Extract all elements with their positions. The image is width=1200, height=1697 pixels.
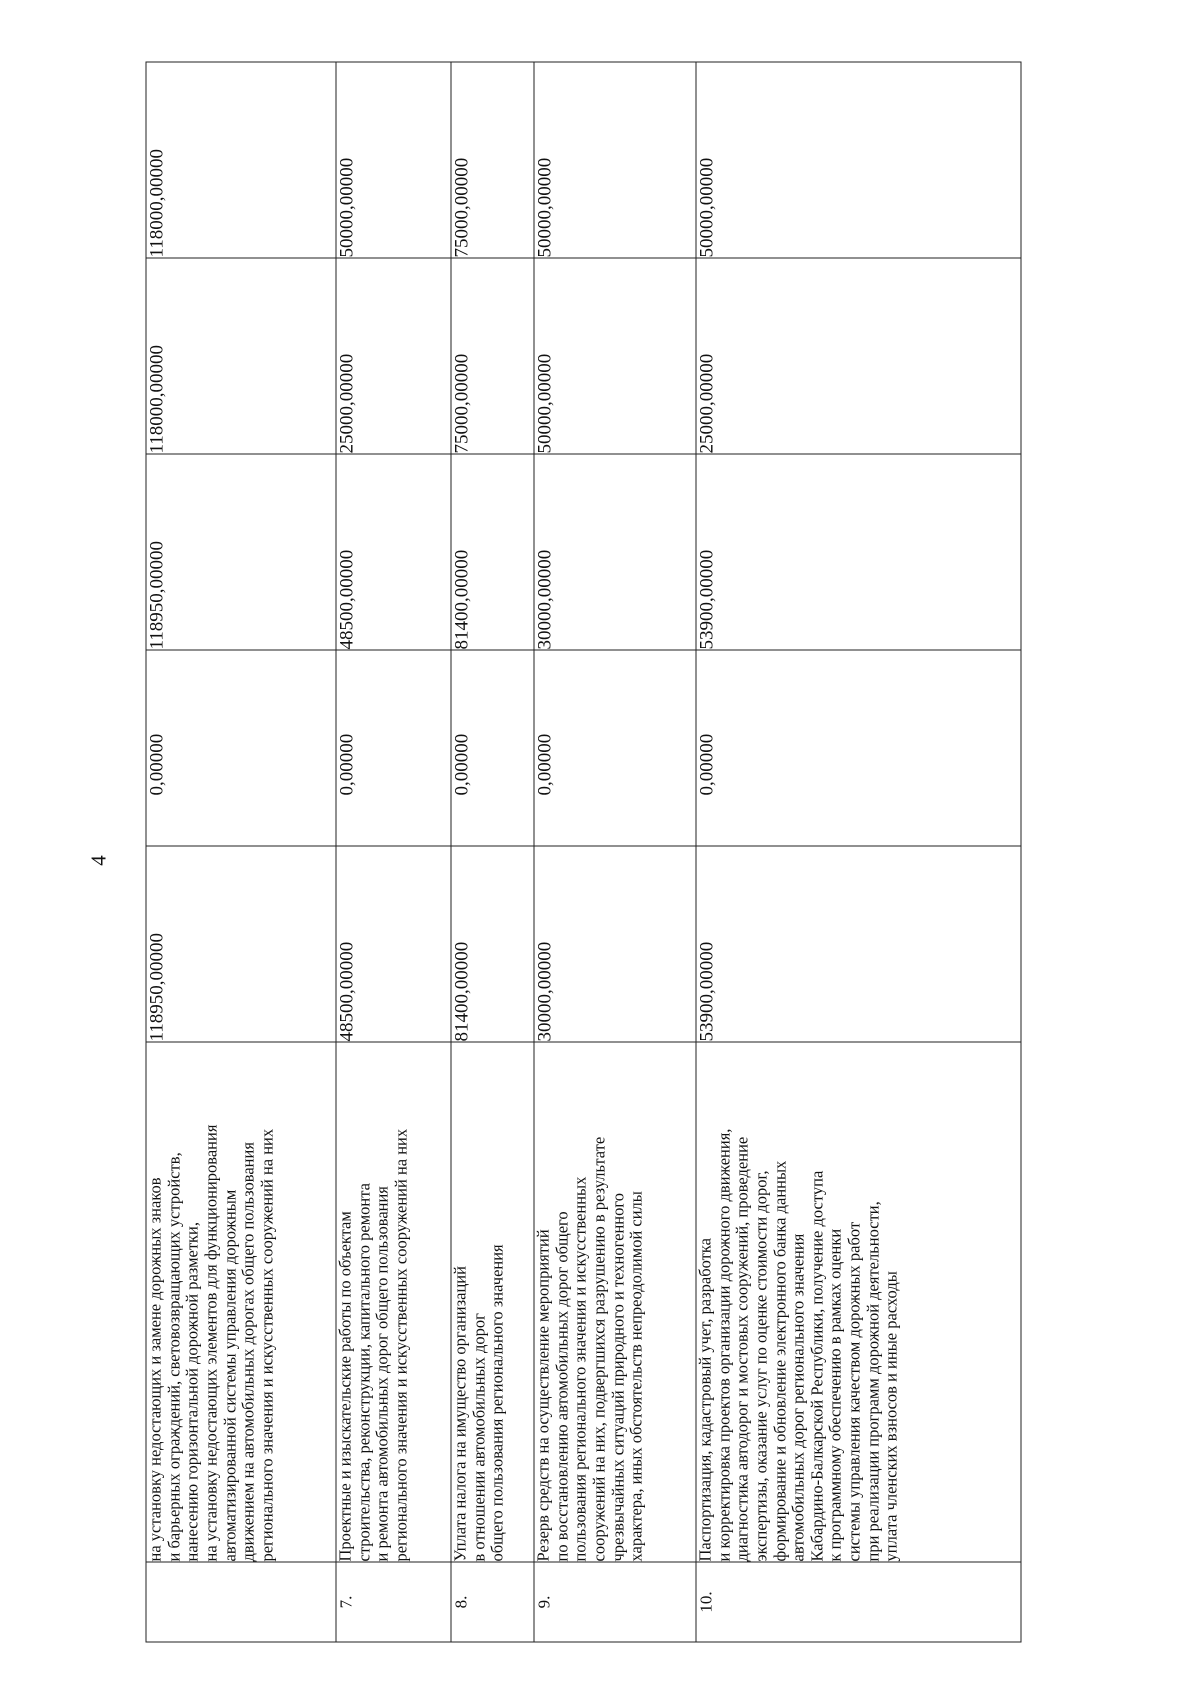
table-row [146,62,336,1642]
description-line: на установку недостающих элементов для функционирования [200,1124,220,1561]
table-row [451,62,534,1642]
amount-cell: 118950,00000 [146,454,336,650]
amount-cell: 25000,00000 [336,258,451,454]
description-line: сооружений на них, подвергшихся разрушению в результате [588,1136,608,1561]
amount-cell: 118950,00000 [146,846,336,1042]
description-line: автоматизированной системы управления дорожным [219,1189,239,1561]
amount-cell: 30000,00000 [534,846,696,1042]
row-number: 10. [696,1562,1021,1642]
amount-cell: 75000,00000 [451,62,534,258]
description-line: характера, иных обстоятельств непреодолимой силы [626,1190,646,1561]
amount-cell: 53900,00000 [696,846,1021,1042]
amount-cell: 0,00000 [146,650,336,846]
row-description [534,1042,696,1562]
table-row [534,62,696,1642]
amount-cell: 75000,00000 [451,258,534,454]
description-line: и барьерных ограждений, световозвращающих устройств, [163,1151,183,1561]
description-line: нанесению горизонтальной дорожной разметки, [182,1221,202,1561]
description-line: к программному обеспечению в рамках оценки [825,1228,845,1561]
amount-cell: 81400,00000 [451,846,534,1042]
amount-cell: 50000,00000 [534,258,696,454]
amount-cell: 30000,00000 [534,454,696,650]
description-line: в отношении автомобильных дорог [468,1312,488,1561]
row-description [146,1042,336,1562]
amount-cell: 81400,00000 [451,454,534,650]
amount-cell: 0,00000 [696,650,1021,846]
description-line: и корректировка проектов организации дорожного движения, [713,1128,733,1561]
page-number: 4 [86,855,111,866]
row-number: 8. [451,1562,534,1642]
description-line: чрезвычайных ситуаций природного и техногенного [607,1192,627,1561]
description-line: диагностика автодорог и мостовых сооружений, проведение [732,1136,752,1561]
description-line: системы управления качеством дорожных работ [844,1221,864,1561]
amount-cell: 118000,00000 [146,62,336,258]
row-description [451,1042,534,1562]
row-number [146,1562,336,1642]
table-row [696,62,1021,1642]
amount-cell: 48500,00000 [336,454,451,650]
description-line: и ремонта автомобильных дорог общего пользования [372,1185,392,1561]
description-line: уплата членских взносов и иные расходы [881,1270,901,1561]
description-line: Резерв средств на осуществление мероприятий [533,1228,552,1561]
amount-cell: 118000,00000 [146,258,336,454]
amount-cell: 53900,00000 [696,454,1021,650]
description-line: движением на автомобильных дорогах общего пользования [238,1141,258,1561]
rotated-table-container [145,62,1020,1642]
amount-cell: 50000,00000 [696,62,1021,258]
description-line: пользования регионального значения и искусственных [570,1176,590,1561]
amount-cell: 0,00000 [336,650,451,846]
description-line: регионального значения и искусственных сооружений на них [390,1128,410,1561]
amount-cell: 50000,00000 [336,62,451,258]
row-description [696,1042,1021,1562]
row-number: 9. [534,1562,696,1642]
description-line: строительства, реконструкции, капитального ремонта [353,1182,373,1561]
table-body [146,62,1021,1642]
row-description [336,1042,451,1562]
description-line: по восстановлению автомобильных дорог общего [551,1210,571,1561]
amount-cell: 25000,00000 [696,258,1021,454]
description-line: автомобильных дорог регионального значения [788,1233,808,1561]
description-line: на установку недостающих и замене дорожных знаков [145,1176,164,1561]
description-line: формирование и обновление электронного банка данных [769,1160,789,1561]
description-line: при реализации программ дорожной деятельности, [862,1200,882,1561]
description-line: общего пользования регионального значения [487,1243,507,1561]
description-line: экспертизы, оказание услуг по оценке стоимости дорог, [750,1170,770,1561]
row-number: 7. [336,1562,451,1642]
amount-cell: 50000,00000 [534,62,696,258]
amount-cell: 0,00000 [534,650,696,846]
table-row [336,62,451,1642]
description-line: Проектные и изыскательские работы по объектам [335,1210,354,1561]
description-line: Кабардино-Балкарской Республики, получение доступа [806,1170,826,1561]
amount-cell: 48500,00000 [336,846,451,1042]
description-line: Уплата налога на имущество организаций [450,1265,469,1561]
amount-cell: 0,00000 [451,650,534,846]
description-line: Паспортизация, кадастровый учет, разработка [695,1237,714,1561]
description-line: регионального значения и искусственных сооружений на них [256,1128,276,1561]
budget-table [145,61,1021,1642]
